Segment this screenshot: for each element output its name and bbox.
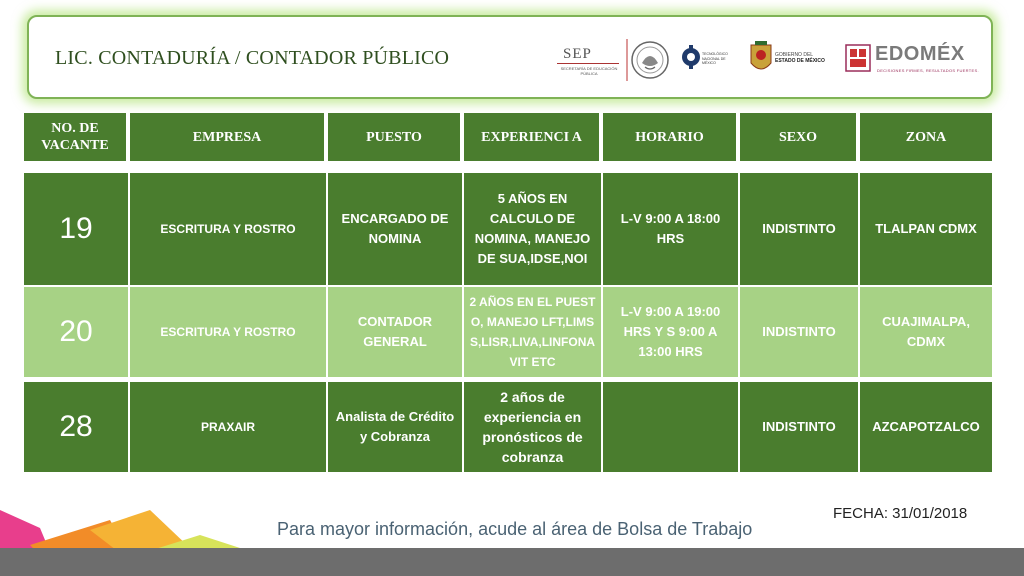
cell-zona: AZCAPOTZALCO xyxy=(860,382,992,472)
cell-sexo: INDISTINTO xyxy=(740,382,858,472)
date-label: FECHA: 31/01/2018 xyxy=(833,505,968,522)
edomex-slogan: DECISIONES FIRMES, RESULTADOS FUERTES. xyxy=(877,68,979,73)
header-empresa: EMPRESA xyxy=(130,113,324,161)
national-seal-icon xyxy=(625,35,671,85)
header-puesto: PUESTO xyxy=(328,113,460,161)
header-zona: ZONA xyxy=(860,113,992,161)
edomex-wordmark: EDOMÉX xyxy=(875,43,965,65)
cell-experiencia: 2 años de experiencia en pronósticos de cobranza xyxy=(464,382,601,472)
cell-zona: CUAJIMALPA, CDMX xyxy=(860,287,992,377)
gem-logo xyxy=(749,35,835,85)
sep-name: SEP xyxy=(563,46,592,62)
cell-empresa: ESCRITURA Y ROSTRO xyxy=(130,173,326,285)
cell-puesto: Analista de Crédito y Cobranza xyxy=(328,382,462,472)
edomex-emblem-icon xyxy=(843,35,873,85)
cell-horario xyxy=(603,382,738,472)
cell-horario: L-V 9:00 A 19:00 HRS Y S 9:00 A 13:00 HRS xyxy=(603,287,738,377)
header-sexo: SEXO xyxy=(740,113,856,161)
cell-sexo: INDISTINTO xyxy=(740,287,858,377)
cell-empresa: ESCRITURA Y ROSTRO xyxy=(130,287,326,377)
cell-sexo: INDISTINTO xyxy=(740,173,858,285)
cell-vacante: 19 xyxy=(24,173,128,285)
page-title: LIC. CONTADURÍA / CONTADOR PÚBLICO xyxy=(55,47,450,69)
header-horario: HORARIO xyxy=(603,113,736,161)
cell-experiencia: 5 AÑOS EN CALCULO DE NOMINA, MANEJO DE SUA,IDSE,NOI xyxy=(464,173,601,285)
tecnm-logo xyxy=(681,35,739,85)
cell-empresa: PRAXAIR xyxy=(130,382,326,472)
cell-horario: L-V 9:00 A 18:00 HRS xyxy=(603,173,738,285)
cell-puesto: CONTADOR GENERAL xyxy=(328,287,462,377)
footer-bar xyxy=(0,548,1024,576)
tecnm-gear-icon xyxy=(681,35,701,85)
gem-shield-icon xyxy=(749,35,773,85)
sep-divider xyxy=(557,63,619,64)
gem-label-line2: ESTADO DE MÉXICO xyxy=(775,58,825,64)
edomex-logo xyxy=(843,35,987,85)
tecnm-label: TECNOLÓGICO NACIONAL DE MÉXICO xyxy=(702,52,728,65)
gem-label-line1: GOBIERNO DEL xyxy=(775,52,814,58)
sep-logo xyxy=(557,35,621,85)
cell-vacante: 20 xyxy=(24,287,128,377)
header-vacante: NO. DE VACANTE xyxy=(24,113,126,161)
header-experiencia: EXPERIENCI A xyxy=(464,113,599,161)
cell-vacante: 28 xyxy=(24,382,128,472)
gem-label xyxy=(775,52,835,64)
cell-zona: TLALPAN CDMX xyxy=(860,173,992,285)
sep-subtitle: SECRETARÍA DE EDUCACIÓN PÚBLICA xyxy=(560,66,618,76)
cell-puesto: ENCARGADO DE NOMINA xyxy=(328,173,462,285)
cell-experiencia: 2 AÑOS EN EL PUESTO, MANEJO LFT,LIMSS,LISR,LIVA,LINFONAVIT ETC xyxy=(464,287,601,377)
logos-strip xyxy=(557,35,987,85)
info-message: Para mayor información, acude al área de Bolsa de Trabajo xyxy=(277,519,753,539)
header-banner xyxy=(27,15,993,99)
